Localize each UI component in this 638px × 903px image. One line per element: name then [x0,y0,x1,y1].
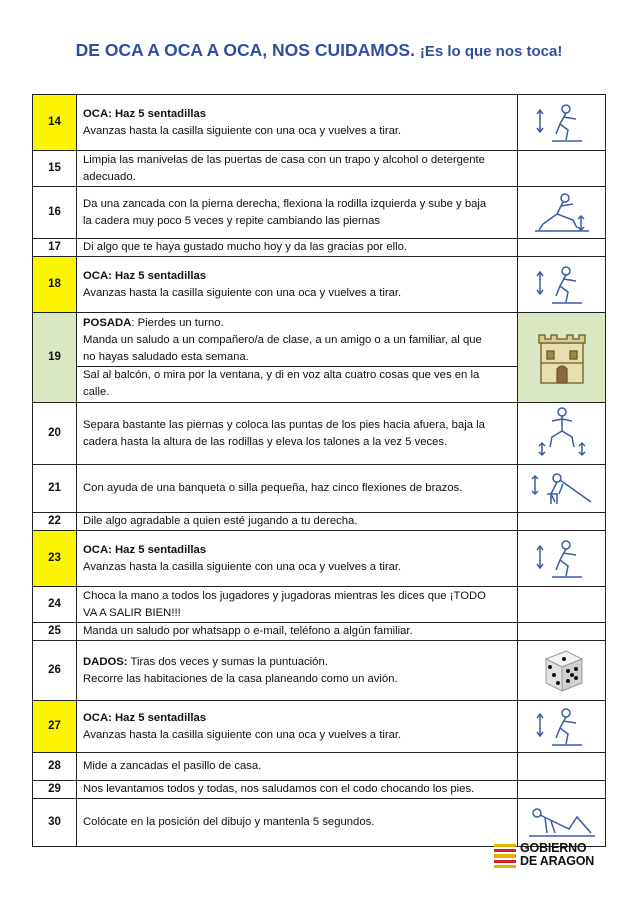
square-line: Limpia las manivelas de las puertas de casa con un trapo y alcohol o detergente [83,153,485,166]
square-line: adecuado. [83,170,136,183]
square-text [77,403,518,465]
square-number: 16 [33,187,77,239]
table-row [33,701,606,753]
square-line: cadera hasta la altura de las rodillas y eleva los talones a la vez 5 veces. [83,435,448,448]
logo-line1: GOBIERNO [520,841,587,855]
table-row [33,753,606,781]
square-number: 30 [33,799,77,847]
logo-line2: DE ARAGON [520,854,595,868]
square-text [77,623,518,641]
square-number: 28 [33,753,77,781]
square-text [77,313,518,403]
gobierno-aragon-logo [494,842,600,872]
square-line: Manda un saludo a un compañero/a de clase, a un amigo o a un familiar, al que [83,333,482,346]
table-row [33,151,606,187]
title-sub: ¡Es lo que nos toca! [419,43,563,60]
square-line: Manda un saludo por whatsapp o e-mail, teléfono a algún familiar. [83,625,413,637]
square-line: Colócate en la posición del dibujo y mantenla 5 segundos. [83,816,375,828]
empty-cell [518,239,606,257]
table-row [33,513,606,531]
table-row [33,403,606,465]
square-text [77,587,518,623]
empty-cell [518,623,606,641]
empty-cell [518,513,606,531]
square-line: Mide a zancadas el pasillo de casa. [83,760,262,772]
square-text [77,531,518,587]
logo-text [520,842,594,868]
table-row [33,313,606,403]
square-line: Choca la mano a todos los jugadores y jugadoras mientras les dices que ¡TODO [83,589,486,602]
square-line: Dile algo agradable a quien esté jugando a tu derecha. [83,515,358,527]
square-text [77,641,518,701]
square-number: 15 [33,151,77,187]
square-line: la cadera muy poco 5 veces y repite cambiando las piernas [83,214,381,227]
squat-figure-icon [518,701,606,753]
square-line: Sal al balcón, o mira por la ventana, y di en voz alta cuatro cosas que ves en la [83,368,480,381]
square-number: 18 [33,257,77,313]
pushup-figure-icon [518,465,606,513]
square-line: Con ayuda de una banqueta o silla pequeña, haz cinco flexiones de brazos. [83,482,463,494]
empty-cell [518,151,606,187]
empty-cell [518,587,606,623]
square-line: no hayas saludado esta semana. [77,349,517,367]
squat-figure-icon [518,257,606,313]
table-row [33,95,606,151]
square-number: 21 [33,465,77,513]
square-number: 19 [33,313,77,403]
dados-heading [83,654,511,671]
square-number: 26 [33,641,77,701]
square-line: Avanzas hasta la casilla siguiente con una oca y vuelves a tirar. [83,560,402,573]
table-row [33,187,606,239]
posada-heading [83,315,511,332]
page-title [0,40,638,61]
square-text [77,781,518,799]
lunge-figure-icon [518,187,606,239]
square-line: Nos levantamos todos y todas, nos saludamos con el codo chocando los pies. [83,783,475,795]
square-line: Avanzas hasta la casilla siguiente con una oca y vuelves a tirar. [83,124,402,137]
square-number: 14 [33,95,77,151]
square-number: 29 [33,781,77,799]
table-row [33,641,606,701]
square-text [77,95,518,151]
table-row [33,587,606,623]
square-text [77,187,518,239]
table-row [33,239,606,257]
square-text [77,753,518,781]
aragon-flag-icon [494,844,516,870]
square-number: 20 [33,403,77,465]
game-table [32,94,606,847]
squat-figure-icon [518,531,606,587]
square-text [77,701,518,753]
table-row [33,781,606,799]
wide-squat-figure-icon [518,403,606,465]
square-number: 23 [33,531,77,587]
oca-heading: OCA: Haz 5 sentadillas [83,269,207,282]
square-number: 27 [33,701,77,753]
table-row [33,623,606,641]
square-text [77,465,518,513]
oca-heading: OCA: Haz 5 sentadillas [83,711,207,724]
square-number: 22 [33,513,77,531]
table-row [33,531,606,587]
dados-label: DADOS: [83,655,128,668]
square-line: Recorre las habitaciones de la casa planeando como un avión. [83,672,398,685]
oca-heading: OCA: Haz 5 sentadillas [83,107,207,120]
title-main: DE OCA A OCA A OCA, NOS CUIDAMOS. [75,40,415,60]
square-line: calle. [83,385,110,398]
square-text [77,513,518,531]
square-line: Di algo que te haya gustado mucho hoy y da las gracias por ello. [83,241,408,253]
posada-label: POSADA [83,316,132,329]
square-line: Avanzas hasta la casilla siguiente con una oca y vuelves a tirar. [83,728,402,741]
square-line: VA A SALIR BIEN!!! [83,606,181,619]
square-line: Da una zancada con la pierna derecha, flexiona la rodilla izquierda y sube y baja [83,197,487,210]
square-number: 25 [33,623,77,641]
square-number: 17 [33,239,77,257]
inn-building-icon [518,313,606,403]
square-text [77,239,518,257]
plank-figure-icon [518,799,606,847]
square-line: Separa bastante las piernas y coloca las puntas de los pies hacia afuera, baja la [83,418,485,431]
square-line: Avanzas hasta la casilla siguiente con una oca y vuelves a tirar. [83,286,402,299]
posada-rest: : Pierdes un turno. [131,316,224,329]
square-number: 24 [33,587,77,623]
table-row [33,257,606,313]
empty-cell [518,781,606,799]
square-text [77,799,518,847]
square-text [77,151,518,187]
empty-cell [518,753,606,781]
square-text [77,257,518,313]
table-row [33,465,606,513]
dice-icon [518,641,606,701]
dados-rest: Tiras dos veces y sumas la puntuación. [127,655,328,668]
squat-figure-icon [518,95,606,151]
oca-heading: OCA: Haz 5 sentadillas [83,543,207,556]
table-row [33,799,606,847]
